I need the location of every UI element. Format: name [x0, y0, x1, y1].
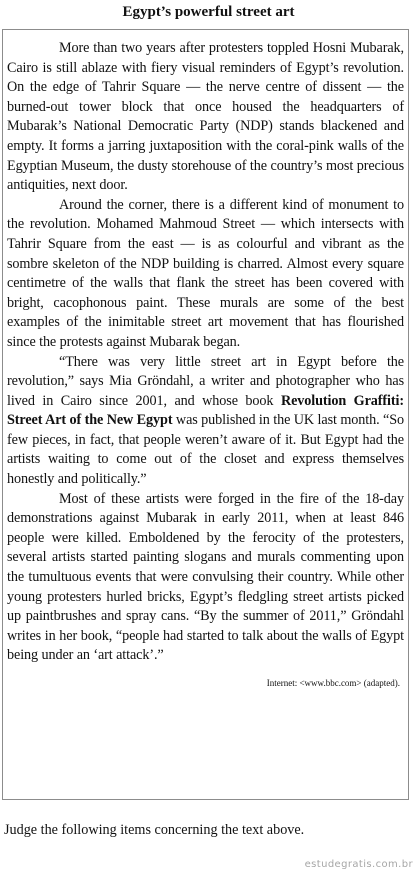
- paragraph-3-lead: “There was very little street art in Egypt before the revolution,” says Mia Gröndahl, a writer and photographer who has lived in Cairo since 2001, and whose book: [7, 353, 404, 409]
- article-text-box: [2, 29, 409, 800]
- watermark: estudegratis.com.br: [304, 859, 413, 870]
- question-instruction: Judge the following items concerning the text above.: [4, 822, 305, 838]
- paragraph-1: More than two years after protesters toppled Hosni Mubarak, Cairo is still ablaze with fiery visual reminders of Egypt’s revolution. On the edge of Tahrir Square — the nerve centre of dissent — the burned-out tower block that once housed the headquarters of Mubarak’s National Democratic Party (NDP) stands blackened and empty. It forms a jarring juxtaposition with the coral-pink walls of the Egyptian Museum, the dusty storehouse of the country’s most precious antiquities, next door.: [7, 40, 404, 194]
- paragraph-3-rest: was published in the UK last month. “So few pieces, in fact, that people weren’t aware of it. But Egypt had the artists waiting to come out of the closet and express themselves honestly and politically.”: [7, 412, 404, 488]
- article-title: Egypt’s powerful street art: [122, 4, 295, 20]
- paragraph-3: [7, 353, 404, 490]
- source-citation: Internet: <www.bbc.com> (adapted).: [266, 678, 400, 688]
- paragraph-4: Most of these artists were forged in the fire of the 18-day demonstrations against Mubarak in early 2011, when at least 846 people were killed. Emboldened by the ferocity of the protesters, several artists started painting slogans and murals commenting upon the tumultuous events that were convulsing their country. While other young protesters hurled bricks, Egypt’s fledgling street artists picked up paintbrushes and spray cans. “By the summer of 2011,” Gröndahl writes in her book, “people had started to talk about the walls of Egypt being under an ‘art attack’.”: [7, 490, 404, 664]
- paragraph-2: Around the corner, there is a different kind of monument to the revolution. Mohamed Mahmoud Street — which intersects with Tahrir Square from the east — is as colourful and vibrant as the sombre skeleton of the NDP building is charred. Almost every square centimetre of the walls that flank the street has been covered with bright, cacophonous paint. These murals are some of the best examples of the inimitable street art movement that has flourished since the protests against Mubarak began.: [7, 196, 404, 350]
- book-title: Revolution Graffiti: Street Art of the New Egypt: [7, 392, 404, 429]
